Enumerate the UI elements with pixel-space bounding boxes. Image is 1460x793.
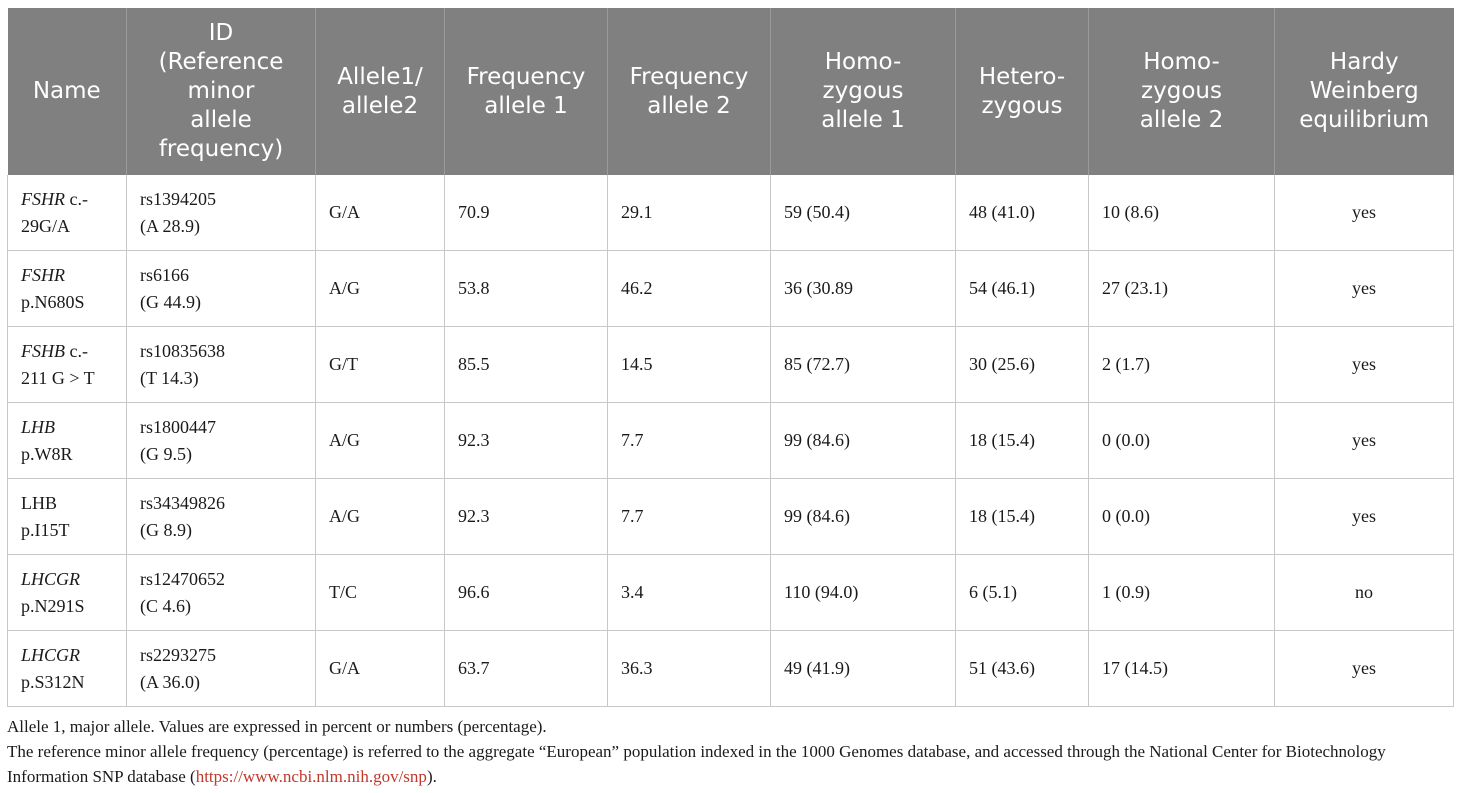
table-body: [8, 175, 1454, 707]
cell-hardy-weinberg: yes: [1275, 327, 1454, 403]
cell-homozygous-allele-1: 110 (94.0): [771, 555, 956, 631]
variant-part-2: 211 G > T: [21, 367, 95, 388]
cell-name: [8, 251, 127, 327]
cell-frequency-allele-1: 63.7: [445, 631, 608, 707]
gene-symbol: FSHR: [21, 188, 65, 209]
name-line-1: [21, 642, 126, 669]
cell-frequency-allele-1: 96.6: [445, 555, 608, 631]
cell-name: [8, 479, 127, 555]
table-row: [8, 327, 1454, 403]
gene-symbol: LHCGR: [21, 568, 81, 589]
header-heterozygous: Hetero- zygous: [956, 8, 1089, 175]
snp-id: rs1800447: [140, 416, 216, 437]
reference-maf: (G 8.9): [140, 519, 192, 540]
cell-alleles: T/C: [316, 555, 445, 631]
name-line-1: [21, 490, 126, 517]
name-line-1: [21, 566, 126, 593]
cell-name: [8, 631, 127, 707]
variant-part-1: c.-: [65, 340, 88, 361]
table-row: [8, 479, 1454, 555]
cell-homozygous-allele-2: 27 (23.1): [1089, 251, 1275, 327]
name-line-1: [21, 414, 126, 441]
variant-part-2: p.I15T: [21, 519, 70, 540]
snp-id: rs34349826: [140, 492, 225, 513]
header-row: [8, 8, 1454, 175]
table-row: [8, 175, 1454, 251]
cell-homozygous-allele-1: 59 (50.4): [771, 175, 956, 251]
gene-symbol: LHCGR: [21, 644, 81, 665]
reference-maf: (G 44.9): [140, 291, 201, 312]
cell-alleles: A/G: [316, 251, 445, 327]
variant-part-1: c.-: [65, 188, 88, 209]
cell-homozygous-allele-1: 36 (30.89: [771, 251, 956, 327]
table-row: [8, 403, 1454, 479]
cell-homozygous-allele-2: 0 (0.0): [1089, 479, 1275, 555]
cell-homozygous-allele-2: 2 (1.7): [1089, 327, 1275, 403]
variant-part-2: p.N291S: [21, 595, 85, 616]
cell-homozygous-allele-2: 1 (0.9): [1089, 555, 1275, 631]
header-frequency-allele-1: Frequency allele 1: [445, 8, 608, 175]
header-name: Name: [8, 8, 127, 175]
cell-id: [127, 631, 316, 707]
cell-frequency-allele-1: 53.8: [445, 251, 608, 327]
cell-frequency-allele-1: 92.3: [445, 403, 608, 479]
cell-homozygous-allele-2: 0 (0.0): [1089, 403, 1275, 479]
header-homozygous-allele-2: Homo- zygous allele 2: [1089, 8, 1275, 175]
reference-maf: (G 9.5): [140, 443, 192, 464]
footnote-1: Allele 1, major allele. Values are expressed in percent or numbers (percentage).: [7, 717, 547, 736]
cell-heterozygous: 54 (46.1): [956, 251, 1089, 327]
cell-alleles: A/G: [316, 403, 445, 479]
gene-symbol: FSHB: [21, 340, 65, 361]
snp-id: rs2293275: [140, 644, 216, 665]
cell-id: [127, 175, 316, 251]
cell-name: [8, 555, 127, 631]
snp-id: rs6166: [140, 264, 189, 285]
variant-part-2: 29G/A: [21, 215, 70, 236]
cell-homozygous-allele-1: 99 (84.6): [771, 403, 956, 479]
reference-maf: (C 4.6): [140, 595, 191, 616]
name-line-1: [21, 262, 126, 289]
footnote-2-end: ).: [426, 767, 437, 786]
cell-id: [127, 479, 316, 555]
variant-part-2: p.S312N: [21, 671, 85, 692]
snp-id: rs12470652: [140, 568, 225, 589]
cell-heterozygous: 51 (43.6): [956, 631, 1089, 707]
reference-maf: (T 14.3): [140, 367, 199, 388]
cell-alleles: G/A: [316, 175, 445, 251]
snp-id: rs1394205: [140, 188, 216, 209]
cell-id: [127, 555, 316, 631]
cell-hardy-weinberg: yes: [1275, 175, 1454, 251]
gene-symbol: FSHR: [21, 264, 65, 285]
variant-part-2: p.W8R: [21, 443, 73, 464]
table-row: [8, 631, 1454, 707]
table-row: [8, 251, 1454, 327]
cell-frequency-allele-2: 29.1: [608, 175, 771, 251]
cell-heterozygous: 30 (25.6): [956, 327, 1089, 403]
name-line-1: [21, 338, 126, 365]
cell-hardy-weinberg: yes: [1275, 479, 1454, 555]
header-hardy-weinberg: Hardy Weinberg equilibrium: [1275, 8, 1454, 175]
cell-hardy-weinberg: no: [1275, 555, 1454, 631]
cell-frequency-allele-1: 85.5: [445, 327, 608, 403]
gene-symbol: LHB: [21, 416, 56, 437]
cell-homozygous-allele-2: 10 (8.6): [1089, 175, 1275, 251]
snp-id: rs10835638: [140, 340, 225, 361]
variant-part-1: LHB: [21, 492, 57, 513]
genotype-table: [7, 8, 1454, 707]
cell-frequency-allele-1: 92.3: [445, 479, 608, 555]
footnote-2-text: The reference minor allele frequency (percentage) is referred to the aggregate “European” population indexed in the 1000 Genomes database, and accessed through the National Center for Biotechnology Information SNP database (: [7, 742, 1386, 786]
header-homozygous-allele-1: Homo- zygous allele 1: [771, 8, 956, 175]
cell-frequency-allele-2: 7.7: [608, 479, 771, 555]
cell-id: [127, 327, 316, 403]
name-line-1: [21, 186, 126, 213]
reference-maf: (A 36.0): [140, 671, 200, 692]
cell-name: [8, 327, 127, 403]
cell-frequency-allele-2: 7.7: [608, 403, 771, 479]
cell-heterozygous: 18 (15.4): [956, 403, 1089, 479]
cell-id: [127, 251, 316, 327]
cell-frequency-allele-2: 46.2: [608, 251, 771, 327]
cell-alleles: A/G: [316, 479, 445, 555]
cell-frequency-allele-2: 3.4: [608, 555, 771, 631]
cell-name: [8, 403, 127, 479]
header-id: ID (Reference minor allele frequency): [127, 8, 316, 175]
cell-homozygous-allele-1: 99 (84.6): [771, 479, 956, 555]
ncbi-snp-link[interactable]: https://www.ncbi.nlm.nih.gov/snp: [195, 767, 427, 786]
variant-part-2: p.N680S: [21, 291, 85, 312]
cell-alleles: G/A: [316, 631, 445, 707]
cell-heterozygous: 48 (41.0): [956, 175, 1089, 251]
header-frequency-allele-2: Frequency allele 2: [608, 8, 771, 175]
footnote-2: [7, 739, 1453, 789]
table-footnotes: [7, 714, 1453, 789]
data-table-container: [7, 8, 1453, 707]
cell-heterozygous: 18 (15.4): [956, 479, 1089, 555]
cell-alleles: G/T: [316, 327, 445, 403]
cell-homozygous-allele-1: 85 (72.7): [771, 327, 956, 403]
cell-frequency-allele-2: 14.5: [608, 327, 771, 403]
cell-hardy-weinberg: yes: [1275, 631, 1454, 707]
cell-frequency-allele-1: 70.9: [445, 175, 608, 251]
cell-hardy-weinberg: yes: [1275, 403, 1454, 479]
cell-hardy-weinberg: yes: [1275, 251, 1454, 327]
table-row: [8, 555, 1454, 631]
cell-homozygous-allele-1: 49 (41.9): [771, 631, 956, 707]
cell-heterozygous: 6 (5.1): [956, 555, 1089, 631]
header-alleles: Allele1/ allele2: [316, 8, 445, 175]
reference-maf: (A 28.9): [140, 215, 200, 236]
cell-homozygous-allele-2: 17 (14.5): [1089, 631, 1275, 707]
cell-frequency-allele-2: 36.3: [608, 631, 771, 707]
cell-id: [127, 403, 316, 479]
cell-name: [8, 175, 127, 251]
